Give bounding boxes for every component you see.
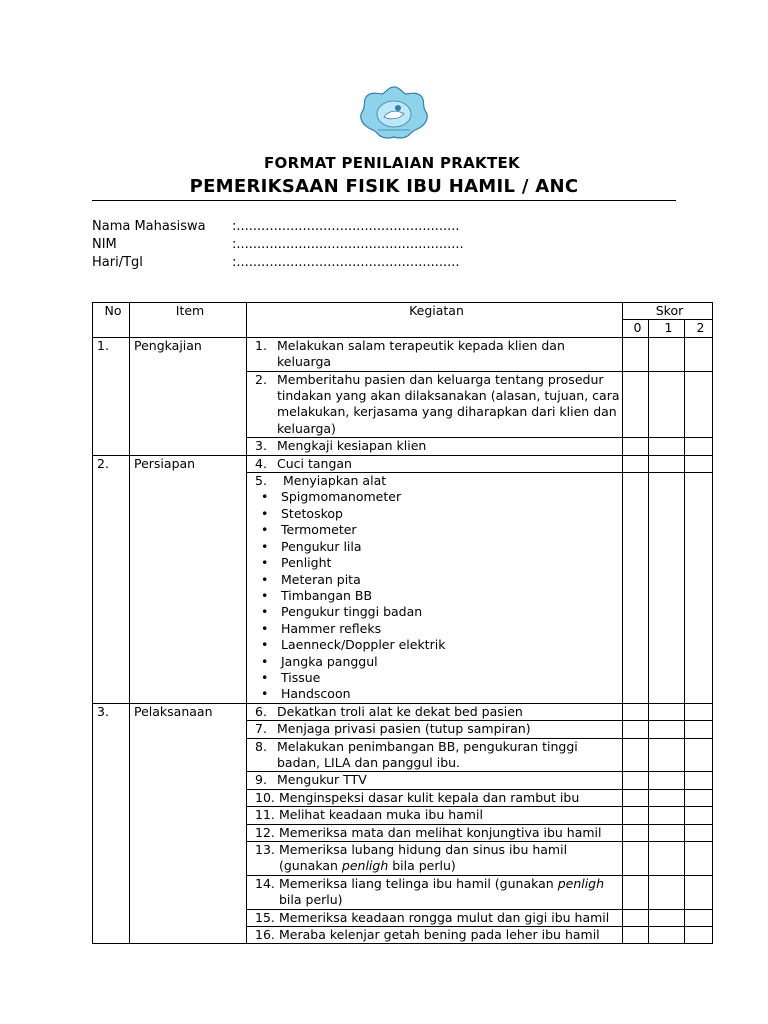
score-cell-1[interactable] xyxy=(649,789,685,806)
bullet-icon xyxy=(251,539,281,555)
step-text-italic: penligh xyxy=(557,875,605,891)
step-text: Melihat keadaan muka ibu hamil xyxy=(279,807,483,823)
step-number: 14. xyxy=(255,875,275,891)
field-value-dots[interactable]: :...................................................... xyxy=(232,255,460,270)
bullet-icon xyxy=(251,654,281,670)
score-cell-1[interactable] xyxy=(649,824,685,841)
step-cell xyxy=(247,371,623,438)
step-text-part: bila perlu) xyxy=(279,892,343,908)
bullet-icon xyxy=(251,572,281,588)
step-number: 12. xyxy=(255,824,275,840)
section-item: Pengkajian xyxy=(130,337,247,455)
list-item xyxy=(251,621,622,637)
field-label: NIM xyxy=(92,237,117,252)
field-hari-tgl xyxy=(92,254,464,272)
step-text: Memeriksa mata dan melihat konjungtiva ibu hamil xyxy=(279,824,602,840)
score-cell-1[interactable] xyxy=(649,438,685,455)
step-number: 5. xyxy=(255,473,267,489)
score-cell-1[interactable] xyxy=(649,455,685,472)
step-cell xyxy=(247,807,623,824)
step-text: Dekatkan troli alat ke dekat bed pasien xyxy=(277,703,523,719)
score-cell-1[interactable] xyxy=(649,473,685,704)
step-number: 11. xyxy=(255,807,275,823)
list-item xyxy=(251,670,622,686)
score-cell-0[interactable] xyxy=(623,789,649,806)
header-score-0: 0 xyxy=(623,320,649,337)
document-title: FORMAT PENILAIAN PRAKTEK xyxy=(264,154,520,172)
list-item xyxy=(251,506,622,522)
list-item xyxy=(251,654,622,670)
step-text-part: bila perlu) xyxy=(388,858,456,874)
step-number: 3. xyxy=(255,438,267,454)
step-text: Cuci tangan xyxy=(277,455,352,471)
step-number: 1. xyxy=(255,337,267,353)
score-cell-1[interactable] xyxy=(649,927,685,944)
header-skor: Skor xyxy=(623,303,713,320)
score-cell-2[interactable] xyxy=(685,455,713,472)
header-item: Item xyxy=(130,303,247,338)
step-number: 13. xyxy=(255,842,275,857)
table-row xyxy=(93,337,713,371)
header-score-1: 1 xyxy=(649,320,685,337)
score-cell-1[interactable] xyxy=(649,807,685,824)
tool-name: Meteran pita xyxy=(281,571,361,587)
score-cell-2[interactable] xyxy=(685,772,713,789)
bullet-icon xyxy=(251,555,281,571)
institution-logo-icon xyxy=(356,84,432,144)
step-number: 16. xyxy=(255,927,275,943)
score-cell-0[interactable] xyxy=(623,738,649,772)
score-cell-0[interactable] xyxy=(623,337,649,371)
table-row xyxy=(93,455,713,472)
bullet-icon xyxy=(251,686,281,702)
step-cell xyxy=(247,703,623,720)
score-cell-2[interactable] xyxy=(685,438,713,455)
list-item xyxy=(251,572,622,588)
bullet-icon xyxy=(251,604,281,620)
step-cell xyxy=(247,909,623,926)
step-number: 8. xyxy=(255,738,267,754)
step-cell xyxy=(247,455,623,472)
header-score-2: 2 xyxy=(685,320,713,337)
score-cell-0[interactable] xyxy=(623,909,649,926)
step-cell xyxy=(247,721,623,738)
step-text: Menginspeksi dasar kulit kepala dan rambut ibu xyxy=(279,789,580,805)
score-cell-0[interactable] xyxy=(623,455,649,472)
score-cell-2[interactable] xyxy=(685,738,713,772)
field-value-dots[interactable]: :....................................................... xyxy=(232,237,464,252)
step-text: Memeriksa keadaan rongga mulut dan gigi ibu hamil xyxy=(279,909,610,925)
bullet-icon xyxy=(251,670,281,686)
score-cell-2[interactable] xyxy=(685,721,713,738)
score-cell-0[interactable] xyxy=(623,371,649,438)
step-number: 9. xyxy=(255,772,267,788)
score-cell-2[interactable] xyxy=(685,875,713,909)
table-header-row xyxy=(93,303,713,320)
score-cell-2[interactable] xyxy=(685,842,713,876)
score-cell-2[interactable] xyxy=(685,473,713,704)
step-text: Mengkaji kesiapan klien xyxy=(277,438,427,454)
step-cell xyxy=(247,337,623,371)
list-item xyxy=(251,686,622,702)
list-item xyxy=(251,588,622,604)
score-cell-0[interactable] xyxy=(623,438,649,455)
section-no: 3. xyxy=(93,703,130,944)
tool-name: Penlight xyxy=(281,555,332,571)
step-cell xyxy=(247,473,623,704)
score-cell-2[interactable] xyxy=(685,824,713,841)
step-text-italic: penligh xyxy=(341,858,389,874)
score-cell-0[interactable] xyxy=(623,842,649,876)
step-cell xyxy=(247,772,623,789)
score-cell-1[interactable] xyxy=(649,703,685,720)
field-label: Nama Mahasiswa xyxy=(92,219,206,234)
step-text: Memberitahu pasien dan keluarga tentang prosedur tindakan yang akan dilaksanakan (alasan, tujuan, cara melakukan, kerjasama yang diharapkan dari klien dan keluarga) xyxy=(277,371,620,436)
score-cell-2[interactable] xyxy=(685,371,713,438)
step-number: 2. xyxy=(255,371,267,387)
step-number: 10. xyxy=(255,789,275,805)
tool-name: Pengukur tinggi badan xyxy=(281,604,423,620)
tool-name: Tissue xyxy=(281,669,321,685)
tool-name: Jangka panggul xyxy=(281,653,378,669)
tool-name: Stetoskop xyxy=(281,505,343,521)
step-text: Melakukan penimbangan BB, pengukuran tinggi badan, LILA dan panggul ibu. xyxy=(277,738,578,770)
list-item xyxy=(251,522,622,538)
section-item: Persiapan xyxy=(130,455,247,703)
list-item xyxy=(251,637,622,653)
step-text: Menjaga privasi pasien (tutup sampiran) xyxy=(277,721,531,737)
section-no: 2. xyxy=(93,455,130,703)
score-cell-0[interactable] xyxy=(623,772,649,789)
table-row xyxy=(93,703,713,720)
score-cell-1[interactable] xyxy=(649,909,685,926)
step-cell xyxy=(247,824,623,841)
bullet-icon xyxy=(251,489,281,505)
field-value-dots[interactable]: :...................................................... xyxy=(232,219,460,234)
step-text: Meraba kelenjar getah bening pada leher ibu hamil xyxy=(279,927,600,943)
step-text: Mengukur TTV xyxy=(277,772,367,788)
score-cell-1[interactable] xyxy=(649,875,685,909)
score-cell-2[interactable] xyxy=(685,909,713,926)
score-cell-0[interactable] xyxy=(623,473,649,704)
bullet-icon xyxy=(251,588,281,604)
document-subtitle: PEMERIKSAAN FISIK IBU HAMIL / ANC xyxy=(189,176,579,197)
step-number: 7. xyxy=(255,721,267,737)
score-cell-0[interactable] xyxy=(623,927,649,944)
score-cell-2[interactable] xyxy=(685,789,713,806)
step-number: 4. xyxy=(255,455,267,471)
score-cell-2[interactable] xyxy=(685,807,713,824)
step-cell xyxy=(247,789,623,806)
field-nim xyxy=(92,236,464,254)
title-underline xyxy=(92,200,676,201)
step-text-part: Memeriksa lubang hidung dan sinus ibu hamil (gunakan xyxy=(279,842,568,874)
score-cell-1[interactable] xyxy=(649,842,685,876)
step-cell xyxy=(247,875,623,909)
score-cell-2[interactable] xyxy=(685,927,713,944)
list-item xyxy=(251,604,622,620)
step-number: 6. xyxy=(255,703,267,719)
step-text xyxy=(279,842,622,875)
score-cell-1[interactable] xyxy=(649,738,685,772)
tool-name: Spigmomanometer xyxy=(281,489,402,505)
step-cell xyxy=(247,927,623,944)
section-item: Pelaksanaan xyxy=(130,703,247,944)
score-cell-0[interactable] xyxy=(623,875,649,909)
tool-name: Hammer refleks xyxy=(281,620,382,636)
header-no: No xyxy=(93,303,130,338)
score-cell-1[interactable] xyxy=(649,337,685,371)
score-cell-0[interactable] xyxy=(623,703,649,720)
bullet-icon xyxy=(251,506,281,522)
student-fields xyxy=(92,218,464,272)
bullet-icon xyxy=(251,637,281,653)
step-number: 15. xyxy=(255,909,275,925)
step-cell xyxy=(247,738,623,772)
tool-name: Timbangan BB xyxy=(281,587,373,603)
score-cell-1[interactable] xyxy=(649,772,685,789)
score-cell-1[interactable] xyxy=(649,371,685,438)
header-kegiatan: Kegiatan xyxy=(247,303,623,338)
score-cell-0[interactable] xyxy=(623,807,649,824)
field-nama-mahasiswa xyxy=(92,218,464,236)
score-cell-0[interactable] xyxy=(623,824,649,841)
step-text: Melakukan salam terapeutik kepada klien dan keluarga xyxy=(277,337,565,370)
bullet-icon xyxy=(251,621,281,637)
bullet-icon xyxy=(251,522,281,538)
field-label: Hari/Tgl xyxy=(92,255,143,270)
score-cell-0[interactable] xyxy=(623,721,649,738)
score-cell-1[interactable] xyxy=(649,721,685,738)
step-cell xyxy=(247,438,623,455)
list-item xyxy=(251,555,622,571)
list-item xyxy=(251,489,622,505)
step-text-part: Memeriksa liang telinga ibu hamil (gunakan xyxy=(279,875,558,891)
score-cell-2[interactable] xyxy=(685,703,713,720)
tool-name: Handscoon xyxy=(281,686,351,702)
step-text: Menyiapkan alat xyxy=(283,473,387,489)
assessment-table xyxy=(92,302,713,944)
step-text xyxy=(279,876,622,909)
section-no: 1. xyxy=(93,337,130,455)
score-cell-2[interactable] xyxy=(685,337,713,371)
list-item xyxy=(251,539,622,555)
tool-name: Laenneck/Doppler elektrik xyxy=(281,637,446,653)
step-cell xyxy=(247,842,623,876)
tool-name: Termometer xyxy=(281,522,357,538)
tool-name: Pengukur lila xyxy=(281,538,362,554)
